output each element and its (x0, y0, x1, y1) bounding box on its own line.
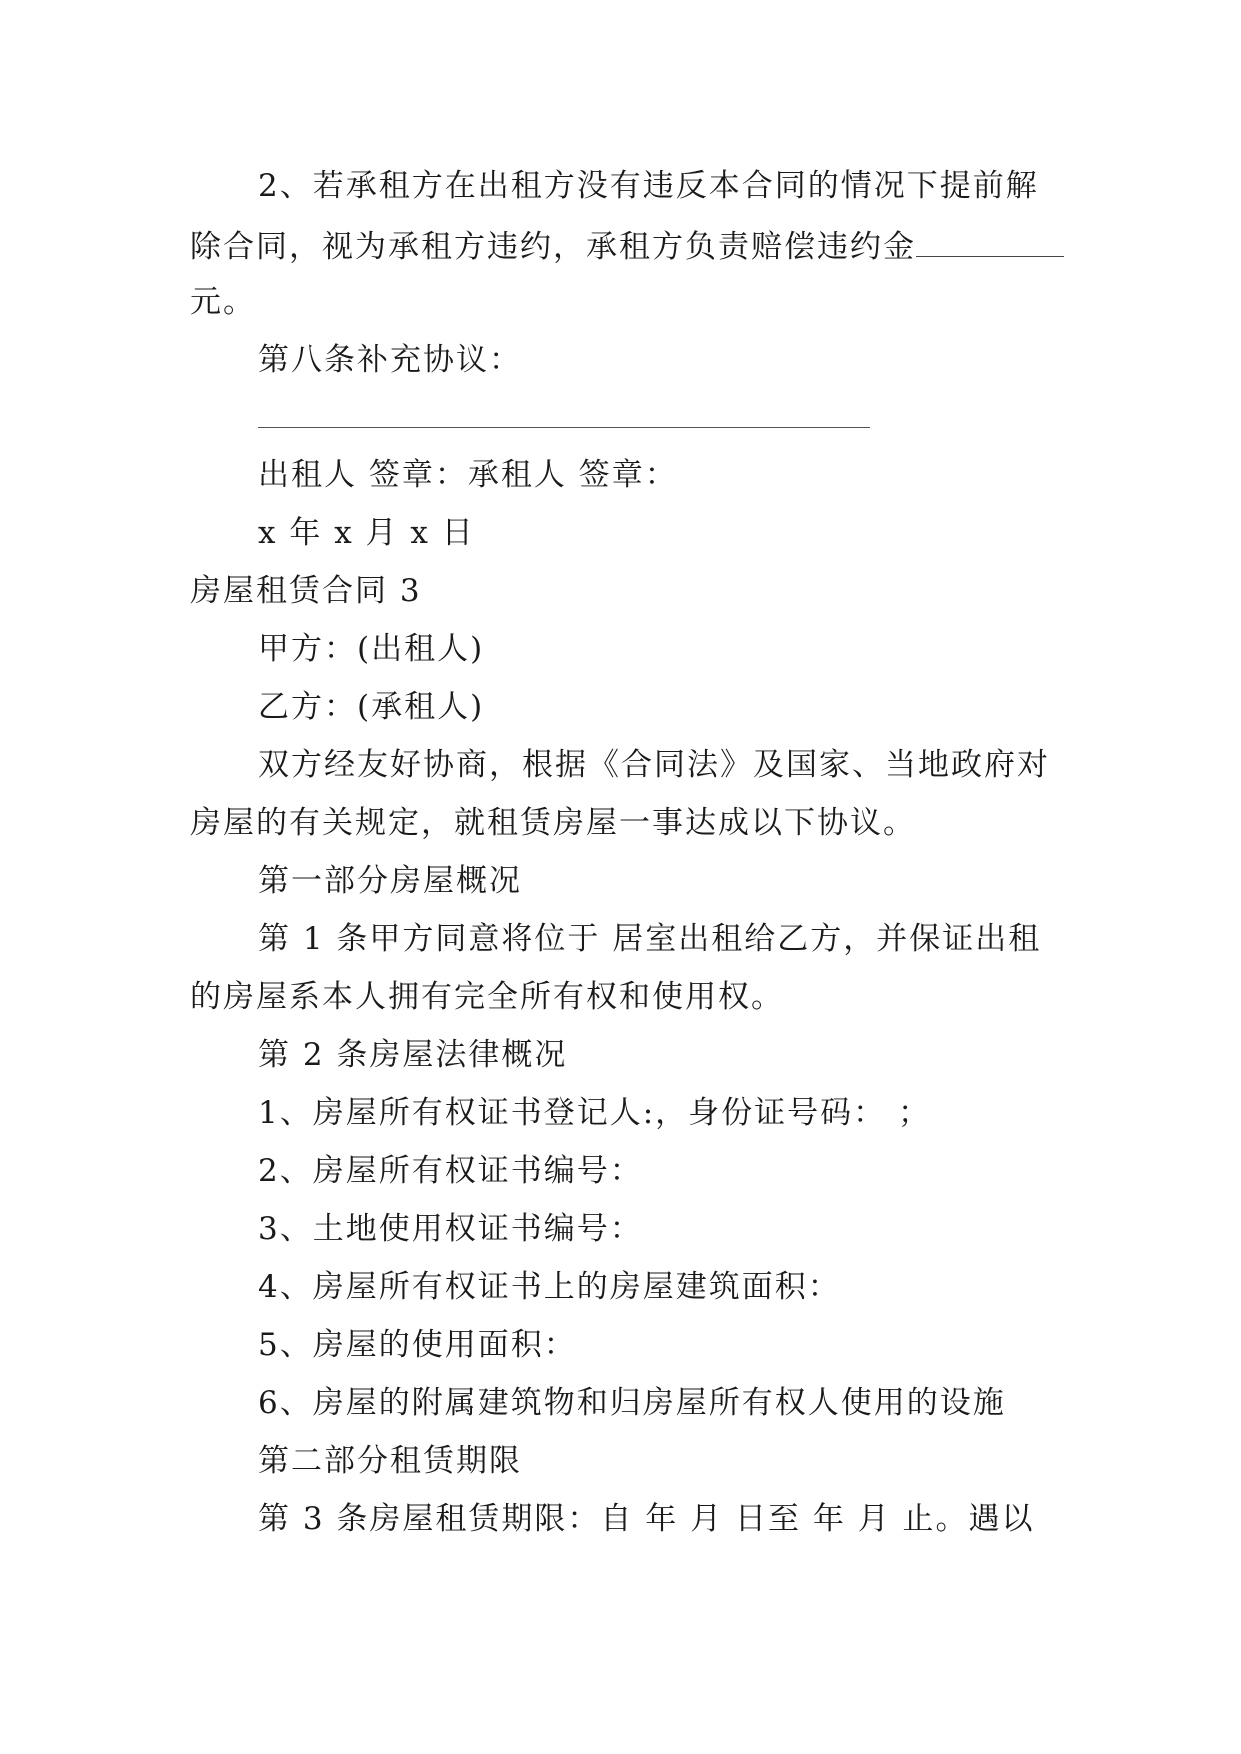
part-1-heading: 第一部分房屋概况 (258, 863, 522, 899)
party-b-line: 乙方：(承租人) (258, 689, 485, 725)
preamble-line-2: 房屋的有关规定，就租赁房屋一事达成以下协议。 (190, 805, 916, 841)
article-1-line-2: 的房屋系本人拥有完全所有权和使用权。 (190, 979, 784, 1015)
contract-3-title: 房屋租赁合同 3 (190, 573, 422, 609)
article-2-item-3: 3、土地使用权证书编号： (258, 1211, 643, 1247)
party-a-line: 甲方：(出租人) (258, 631, 485, 667)
article-2-item-4: 4、房屋所有权证书上的房屋建筑面积： (258, 1269, 841, 1305)
supplementary-agreement-blank-line (258, 427, 870, 428)
clause-early-termination-text: 除合同，视为承租方违约，承租方负责赔偿违约金 (190, 229, 916, 265)
article-2-item-2: 2、房屋所有权证书编号： (258, 1153, 643, 1189)
date-line: x 年 x 月 x 日 (258, 515, 475, 551)
article-1-line-1: 第 1 条甲方同意将位于 居室出租给乙方，并保证出租 (258, 921, 1042, 957)
article-2-heading: 第 2 条房屋法律概况 (258, 1037, 568, 1073)
clause-early-termination-line-2 (190, 224, 1064, 267)
article-2-item-1: 1、房屋所有权证书登记人:，身份证号码： ； (258, 1095, 932, 1131)
preamble-line-1: 双方经友好协商，根据《合同法》及国家、当地政府对 (258, 747, 1050, 783)
clause-early-termination-line-1: 2、若承租方在出租方没有违反本合同的情况下提前解 (258, 168, 1039, 204)
article-2-item-6: 6、房屋的附属建筑物和归房屋所有权人使用的设施 (258, 1385, 1006, 1421)
signature-line: 出租人 签章：承租人 签章： (258, 457, 678, 493)
part-2-heading: 第二部分租赁期限 (258, 1443, 522, 1479)
penalty-amount-blank (916, 224, 1064, 257)
article-2-item-5: 5、房屋的使用面积： (258, 1327, 577, 1363)
clause-early-termination-line-3: 元。 (190, 284, 256, 320)
article-8-heading: 第八条补充协议： (258, 342, 522, 378)
article-3-line-1: 第 3 条房屋租赁期限：自 年 月 日至 年 月 止。遇以 (258, 1501, 1035, 1537)
